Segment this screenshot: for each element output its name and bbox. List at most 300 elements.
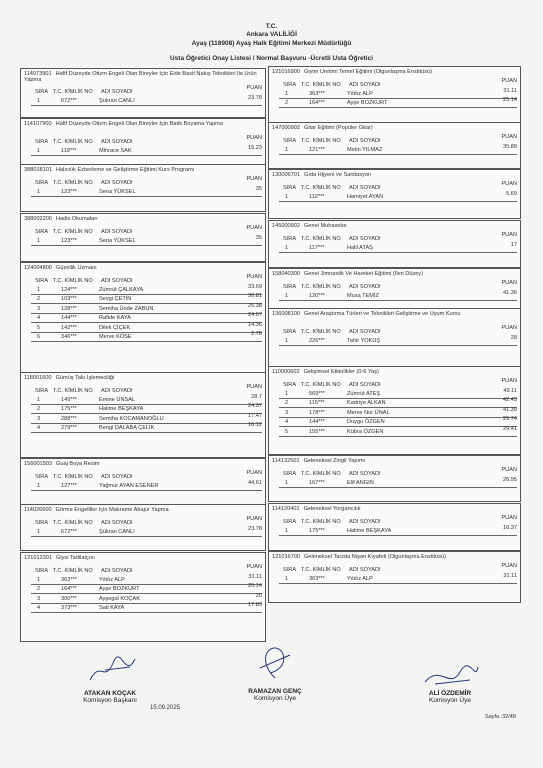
row-divider [31, 332, 262, 333]
course-name: Genel Muhasebe [304, 223, 347, 229]
row-puan: 17.47 [248, 412, 262, 419]
col-tc: T.C. KİMLİK NO [301, 82, 341, 88]
row-sira: 1 [285, 293, 289, 299]
row-puan: 2.78 [251, 331, 262, 337]
signature-scribble [420, 662, 480, 692]
course-title [272, 311, 517, 317]
col-sira: SIRA [283, 329, 297, 335]
course-block [268, 220, 521, 268]
course-name: Genel Jimnastik Ve Hareket Eğitimi (İleri Düzey) [304, 271, 424, 277]
row-tc: 672*** [61, 529, 77, 535]
signature-scribble [250, 643, 300, 683]
row-puan: 23.78 [248, 526, 262, 532]
row-sira: 3 [37, 415, 41, 422]
row-puan: 5.69 [506, 191, 517, 197]
row-divider [31, 404, 262, 405]
row-divider [279, 154, 517, 155]
course-title [272, 271, 517, 277]
row-divider [31, 413, 262, 414]
row-sira: 1 [37, 529, 41, 535]
row-puan: 41.36 [503, 290, 517, 296]
course-name: Giyim Üretimi Temel Eğitimi (Olgunlaşma Enstitüsü) [304, 69, 432, 75]
row-tc: 569*** [309, 391, 325, 397]
page-number: Sayfa :32/48 [485, 714, 516, 720]
course-name: Gümüş Takı İşlemeciliği [55, 375, 115, 381]
row-puan: 17 [510, 242, 517, 248]
col-ad: ADI SOYADI [349, 329, 381, 335]
row-puan: 26.95 [503, 477, 517, 483]
course-code: 388002200 [24, 216, 52, 222]
row-puan: 24.07 [248, 312, 262, 319]
row-divider [31, 313, 262, 314]
course-block [20, 213, 266, 262]
course-block [20, 504, 266, 551]
row-puan: 20 [255, 592, 262, 599]
row-puan: 30.81 [248, 293, 262, 300]
sig1-name: ATAKAN KOÇAK [83, 690, 137, 697]
col-puan: PUAN [501, 232, 517, 238]
row-sira: 1 [285, 480, 289, 486]
course-code: 114026600 [24, 507, 52, 513]
row-divider [31, 584, 262, 585]
row-puan: 31.11 [248, 574, 262, 580]
row-tc: 128*** [61, 305, 77, 312]
row-sira: 2 [37, 296, 41, 303]
course-title [272, 223, 517, 229]
row-sira: 3 [37, 305, 41, 312]
col-ad: ADI SOYADI [101, 139, 133, 145]
course-title [24, 555, 262, 561]
course-title [272, 172, 517, 178]
row-name: Elif ANGIN [347, 480, 374, 486]
col-tc: T.C. KİMLİK NO [53, 180, 93, 186]
course-name: Giysi Tadilatçısı [56, 555, 95, 561]
row-divider [279, 98, 517, 99]
course-name: Güzellik Uzmanı [56, 265, 97, 271]
row-tc: 167*** [309, 480, 325, 486]
course-name: Gıda Hijyeni ve Sanitasyon [304, 172, 372, 178]
row-name: Sevgi ÇETİN [99, 296, 132, 303]
col-sira: SIRA [283, 471, 297, 477]
col-tc: T.C. KİMLİK NO [301, 236, 341, 242]
col-tc: T.C. KİMLİK NO [53, 139, 93, 145]
course-code: 156001503 [24, 461, 52, 467]
row-divider [279, 252, 517, 253]
col-tc: T.C. KİMLİK NO [53, 229, 93, 235]
sig2-role: Komisyon Üye [254, 695, 296, 702]
col-tc: T.C. KİMLİK NO [53, 520, 93, 526]
col-ad: ADI SOYADI [349, 138, 381, 144]
row-tc: 672*** [61, 98, 77, 104]
col-puan: PUAN [246, 176, 262, 182]
row-divider [31, 536, 262, 537]
row-puan: 14.36 [248, 321, 262, 328]
row-puan: 28.7 [251, 394, 262, 400]
row-puan: 28 [510, 335, 517, 341]
course-block [268, 455, 521, 502]
course-block [268, 169, 521, 219]
row-divider [31, 612, 262, 613]
course-name: Hafif Düzeyde Otizm Engeli Olan Bireyler İçin Batik Boyama Yapma [55, 121, 223, 127]
col-tc: T.C. KİMLİK NO [301, 138, 341, 144]
row-sira: 1 [285, 91, 289, 97]
col-sira: SIRA [283, 138, 297, 144]
col-ad: ADI SOYADI [349, 382, 381, 388]
row-name: Ayşe BOZKURT [99, 586, 140, 593]
col-puan: PUAN [246, 384, 262, 390]
course-code: 124004800 [24, 265, 52, 271]
col-puan: PUAN [501, 134, 517, 140]
row-sira: 1 [37, 483, 41, 489]
row-sira: 5 [37, 324, 41, 331]
row-divider [279, 300, 517, 301]
row-divider [31, 603, 262, 604]
row-puan: 23.78 [248, 95, 262, 101]
course-title [272, 506, 517, 512]
row-divider [31, 303, 262, 304]
row-name: Mihrace SAK [99, 148, 132, 154]
row-puan: 35 [255, 235, 262, 241]
course-block [20, 68, 266, 118]
row-divider [279, 487, 517, 488]
row-puan: 25.14 [248, 583, 262, 590]
row-name: Sati KAYA [99, 605, 125, 612]
col-puan: PUAN [501, 378, 517, 384]
col-tc: T.C. KİMLİK NO [53, 89, 93, 95]
course-title [272, 69, 517, 75]
course-name: Geleneksel Tarzda Nişan Kıyafeti (Olgunlaşma Enstitüsü) [304, 554, 446, 560]
row-tc: 226*** [309, 338, 325, 344]
course-title [272, 369, 517, 375]
row-sira: 1 [37, 238, 41, 244]
course-block [268, 551, 521, 603]
col-sira: SIRA [283, 82, 297, 88]
course-title [272, 554, 517, 560]
row-sira: 1 [285, 194, 289, 200]
row-name: Yıldız ALP [347, 576, 373, 582]
course-block [268, 122, 521, 169]
course-code: 114107900 [24, 121, 52, 127]
row-sira: 4 [37, 425, 41, 432]
row-sira: 5 [285, 428, 289, 435]
row-name: Halil ATAŞ [347, 245, 373, 251]
sig1-role: Komisyon Başkanı [83, 697, 137, 704]
col-tc: T.C. KİMLİK NO [301, 185, 341, 191]
row-puan: 25.14 [503, 97, 517, 104]
row-sira: 1 [285, 245, 289, 251]
col-sira: SIRA [35, 568, 49, 574]
row-tc: 175*** [309, 528, 325, 534]
col-sira: SIRA [283, 284, 297, 290]
course-title [272, 458, 517, 464]
course-title [24, 167, 262, 173]
row-puan: 49.11 [503, 388, 517, 394]
header-line3: Ayaş (118908) Ayaş Halk Eğitimi Merkezi Müdürlüğü [191, 40, 352, 47]
row-name: Merve Nur ÜNAL [347, 409, 390, 416]
course-block [20, 552, 266, 642]
course-title [272, 125, 517, 131]
row-name: Tahir YOKUŞ [347, 338, 381, 344]
row-tc: 164*** [309, 100, 325, 107]
course-code: 121012301 [24, 555, 52, 561]
row-tc: 112*** [309, 194, 325, 200]
row-name: Emine ÜNSAL [99, 397, 136, 403]
col-puan: PUAN [501, 515, 517, 521]
row-tc: 123*** [61, 189, 77, 195]
signature-2 [220, 688, 330, 702]
row-puan: 33.69 [248, 284, 262, 290]
course-name: Gitar Eğitimi (Popüler Gitar) [304, 125, 373, 131]
row-name: Duygu ÖZGEN [347, 419, 385, 426]
col-sira: SIRA [283, 382, 297, 388]
course-code: 158040300 [272, 271, 300, 277]
row-sira: 1 [285, 576, 289, 582]
col-tc: T.C. KİMLİK NO [53, 568, 93, 574]
row-name: Zümrüt ÇALKAYA [99, 287, 144, 293]
row-name: Hamiyet AYAN [347, 194, 384, 200]
row-sira: 1 [37, 189, 41, 195]
row-name: Kübra ÖZGEN [347, 428, 384, 435]
col-ad: ADI SOYADI [101, 278, 133, 284]
row-tc: 115*** [309, 400, 325, 407]
col-sira: SIRA [283, 236, 297, 242]
row-tc: 123*** [61, 238, 77, 244]
course-code: 136008100 [272, 311, 300, 317]
row-tc: 103*** [61, 296, 77, 303]
row-tc: 142*** [61, 324, 77, 331]
row-divider [31, 341, 262, 342]
row-divider [279, 417, 517, 418]
col-ad: ADI SOYADI [349, 519, 381, 525]
row-name: Dilek ÇİÇEK [99, 324, 131, 331]
row-name: Semiha KOCAMANOĞLU [99, 415, 164, 422]
row-tc: 288*** [61, 415, 77, 422]
course-title [24, 507, 262, 513]
row-sira: 4 [37, 605, 41, 612]
sig3-role: Komisyon Üye [429, 697, 471, 704]
row-sira: 3 [37, 595, 41, 602]
row-divider [279, 201, 517, 202]
row-sira: 1 [285, 391, 289, 397]
course-code: 130006701 [272, 172, 300, 178]
row-sira: 6 [37, 334, 41, 340]
row-tc: 155*** [309, 428, 325, 435]
col-puan: PUAN [501, 181, 517, 187]
col-sira: SIRA [35, 139, 49, 145]
col-tc: T.C. KİMLİK NO [53, 474, 93, 480]
row-tc: 117*** [309, 245, 325, 251]
row-sira: 1 [37, 577, 41, 583]
row-puan: 17.83 [248, 602, 262, 609]
row-sira: 4 [37, 315, 41, 322]
row-divider [31, 155, 262, 156]
row-name: Zümrüt ATEŞ [347, 391, 381, 397]
col-puan: PUAN [501, 467, 517, 473]
row-sira: 3 [285, 409, 289, 416]
row-tc: 363*** [309, 91, 325, 97]
col-tc: T.C. KİMLİK NO [301, 329, 341, 335]
row-puan: 35.89 [503, 144, 517, 150]
col-puan: PUAN [246, 274, 262, 280]
row-puan: 35 [255, 186, 262, 192]
col-sira: SIRA [283, 567, 297, 573]
row-divider [31, 105, 262, 106]
course-code: 114073901 [24, 71, 52, 77]
row-puan: 15.23 [248, 145, 262, 151]
col-sira: SIRA [35, 388, 49, 394]
signature-1 [55, 690, 165, 704]
row-divider [279, 436, 517, 437]
row-name: Şükran CANLI [99, 529, 135, 535]
col-puan: PUAN [501, 280, 517, 286]
col-ad: ADI SOYADI [101, 474, 133, 480]
col-tc: T.C. KİMLİK NO [301, 382, 341, 388]
col-sira: SIRA [35, 89, 49, 95]
col-puan: PUAN [501, 563, 517, 569]
course-block [20, 164, 266, 212]
row-puan: 29.74 [503, 416, 517, 423]
row-name: Metin YILMAZ [347, 147, 383, 153]
col-ad: ADI SOYADI [349, 284, 381, 290]
row-name: Merve KÖSE [99, 334, 132, 340]
row-name: Halime BEŞKAYA [347, 528, 392, 534]
row-sira: 2 [37, 586, 41, 593]
row-divider [31, 196, 262, 197]
col-sira: SIRA [283, 185, 297, 191]
col-sira: SIRA [35, 180, 49, 186]
row-divider [279, 535, 517, 536]
row-puan: 31.11 [503, 88, 517, 94]
row-name: Ayşegül KOÇAK [99, 595, 140, 602]
col-tc: T.C. KİMLİK NO [53, 278, 93, 284]
row-name: Halime BEŞKAYA [99, 406, 144, 413]
row-tc: 363*** [309, 576, 325, 582]
col-puan: PUAN [246, 225, 262, 231]
course-block [20, 118, 266, 165]
course-block [268, 503, 521, 551]
col-tc: T.C. KİMLİK NO [301, 567, 341, 573]
row-name: Rafide KAYA [99, 315, 131, 322]
row-tc: 300*** [61, 595, 77, 602]
signature-scribble [85, 655, 145, 685]
course-name: Hafif Düzeyde Otizm Engeli Olan Bireyler İçin Elde Basit Nakış Teknikleri İle Ürün Yapma [24, 71, 257, 84]
col-ad: ADI SOYADI [349, 236, 381, 242]
row-sira: 1 [285, 338, 289, 344]
course-code: 114120401 [272, 506, 300, 512]
row-tc: 346*** [61, 334, 77, 340]
row-puan: 24.37 [248, 403, 262, 410]
signature-3 [395, 690, 505, 704]
row-tc: 144*** [309, 419, 325, 426]
col-ad: ADI SOYADI [349, 82, 381, 88]
row-divider [31, 490, 262, 491]
course-code: 388018101 [24, 167, 52, 173]
row-divider [31, 593, 262, 594]
row-divider [279, 107, 517, 108]
course-title [24, 375, 262, 381]
course-code: 145000902 [272, 223, 300, 229]
row-divider [31, 294, 262, 295]
course-name: Hadis Okumaları [56, 216, 98, 222]
row-divider [31, 432, 262, 433]
row-name: Yağmur AYAN ESENER [99, 483, 159, 489]
row-sira: 4 [285, 419, 289, 426]
row-sira: 2 [285, 100, 289, 107]
course-block [20, 372, 266, 458]
col-puan: PUAN [246, 516, 262, 522]
course-name: Geleneksel Yorgancılık [303, 506, 361, 512]
col-sira: SIRA [35, 278, 49, 284]
row-tc: 178*** [309, 409, 325, 416]
col-ad: ADI SOYADI [101, 388, 133, 394]
col-sira: SIRA [35, 229, 49, 235]
row-sira: 1 [285, 528, 289, 534]
course-code: 110000602 [272, 369, 300, 375]
row-tc: 175*** [61, 406, 77, 413]
row-divider [279, 345, 517, 346]
row-puan: 31.11 [503, 573, 517, 579]
header-line4: Usta Öğretici Onay Listesi / Normal Başvuru -Ücretli Usta Öğretici [169, 55, 373, 62]
col-ad: ADI SOYADI [101, 520, 133, 526]
course-title [24, 216, 262, 222]
col-ad: ADI SOYADI [349, 471, 381, 477]
row-name: Kadriye ALKAN [347, 400, 386, 407]
row-name: Sena YÜKSEL [99, 238, 136, 244]
row-name: Ayşe BOZKURT [347, 100, 388, 107]
row-sira: 1 [37, 287, 41, 293]
row-divider [279, 407, 517, 408]
col-ad: ADI SOYADI [101, 89, 133, 95]
row-divider [279, 426, 517, 427]
row-tc: 149*** [61, 397, 77, 403]
row-puan: 29.41 [503, 425, 517, 432]
row-sira: 1 [37, 397, 41, 403]
row-name: Yıldız ALP [99, 577, 125, 583]
row-tc: 124*** [61, 287, 77, 293]
row-name: Yıldız ALP [347, 91, 373, 97]
col-tc: T.C. KİMLİK NO [53, 388, 93, 394]
course-title [24, 121, 262, 127]
col-ad: ADI SOYADI [101, 568, 133, 574]
row-tc: 373*** [61, 605, 77, 612]
col-tc: T.C. KİMLİK NO [301, 284, 341, 290]
row-puan: 16.12 [248, 422, 262, 429]
row-sira: 2 [37, 406, 41, 413]
row-sira: 1 [285, 147, 289, 153]
col-sira: SIRA [35, 520, 49, 526]
row-name: Musa TEMİZ [347, 293, 379, 299]
course-block [20, 458, 266, 505]
col-puan: PUAN [246, 564, 262, 570]
row-divider [31, 245, 262, 246]
col-puan: PUAN [501, 325, 517, 331]
row-tc: 121*** [309, 147, 325, 153]
row-name: Şükran CANLI [99, 98, 135, 104]
sig1-date: 15.09.2025 [150, 705, 181, 711]
course-title [24, 461, 262, 467]
course-code: 121016900 [272, 69, 300, 75]
row-puan: 16.37 [503, 525, 517, 531]
course-name: Guaj Boya Resim [56, 461, 100, 467]
course-block [20, 262, 266, 373]
course-name: Halıcılık Ezberleme ve Geliştirme Eğitimi Kurs Programı [56, 167, 195, 173]
col-ad: ADI SOYADI [349, 185, 381, 191]
row-tc: 120*** [309, 293, 325, 299]
col-ad: ADI SOYADI [101, 229, 133, 235]
row-tc: 144*** [61, 315, 77, 322]
sig3-name: ALİ ÖZDEMİR [428, 690, 472, 697]
row-puan: 41.39 [503, 406, 517, 413]
